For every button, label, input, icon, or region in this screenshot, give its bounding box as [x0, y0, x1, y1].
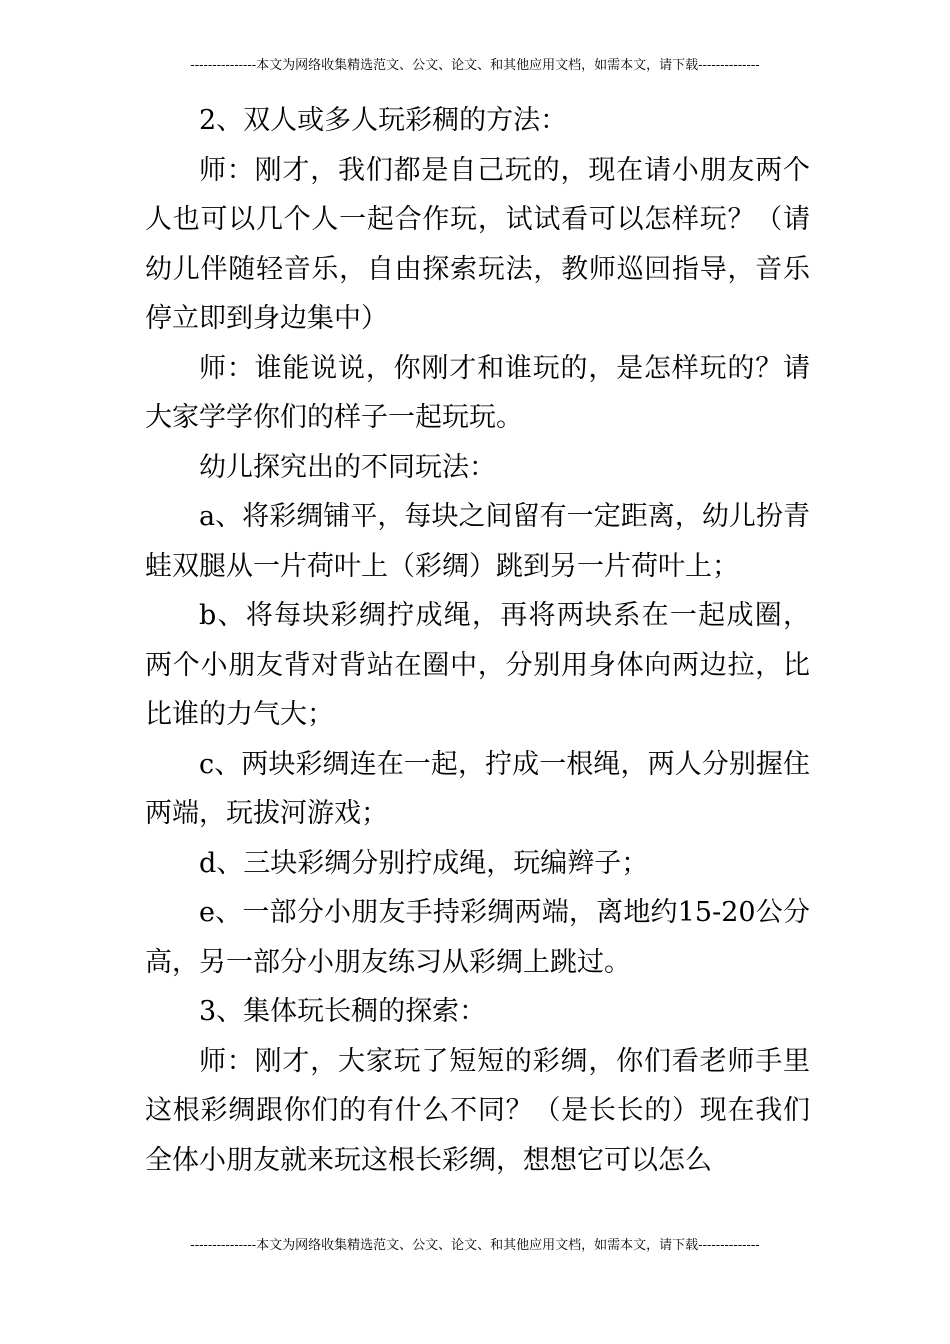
paragraph: d、三块彩绸分别拧成绳，玩编辫子； — [199, 847, 649, 879]
paragraph: b、将每块彩绸拧成绳，再将两块系在一起成圈，两个小朋友背对背站在圈中，分别用身体向两边拉，比比谁的力气大； — [145, 600, 810, 730]
paragraph: e、一部分小朋友手持彩绸两端，离地约15-20公分高，另一部分小朋友练习从彩绸上跳过。 — [145, 897, 810, 978]
paragraph: 幼儿探究出的不同玩法： — [199, 451, 496, 483]
paragraph: 师：刚才，大家玩了短短的彩绸，你们看老师手里这根彩绸跟你们的有什么不同？（是长长的）现在我们全体小朋友就来玩这根长彩绸，想想它可以怎么 — [145, 1045, 810, 1176]
paragraph: 3、集体玩长稠的探索： — [199, 996, 487, 1027]
paragraph: 师：谁能说说，你刚才和谁玩的，是怎样玩的？请大家学学你们的样子一起玩玩。 — [145, 352, 810, 433]
paragraph: c、两块彩绸连在一起，拧成一根绳，两人分别握住两端，玩拔河游戏； — [145, 748, 810, 829]
paragraph: 2、双人或多人玩彩稠的方法： — [199, 105, 568, 136]
paragraph: a、将彩绸铺平，每块之间留有一定距离，幼儿扮青蛙双腿从一片荷叶上（彩绸）跳到另一片荷叶上； — [145, 501, 810, 582]
page-footer: ---------------本文为网络收集精选范文、公文、论文、和其他应用文档，如需本文，请下载-------------- — [190, 1238, 760, 1253]
page-header: ---------------本文为网络收集精选范文、公文、论文、和其他应用文档，如需本文，请下载-------------- — [190, 58, 760, 73]
paragraph: 师：刚才，我们都是自己玩的，现在请小朋友两个人也可以几个人一起合作玩，试试看可以怎样玩？（请幼儿伴随轻音乐，自由探索玩法，教师巡回指导，音乐停立即到身边集中） — [145, 154, 810, 334]
document-body — [145, 96, 810, 1185]
